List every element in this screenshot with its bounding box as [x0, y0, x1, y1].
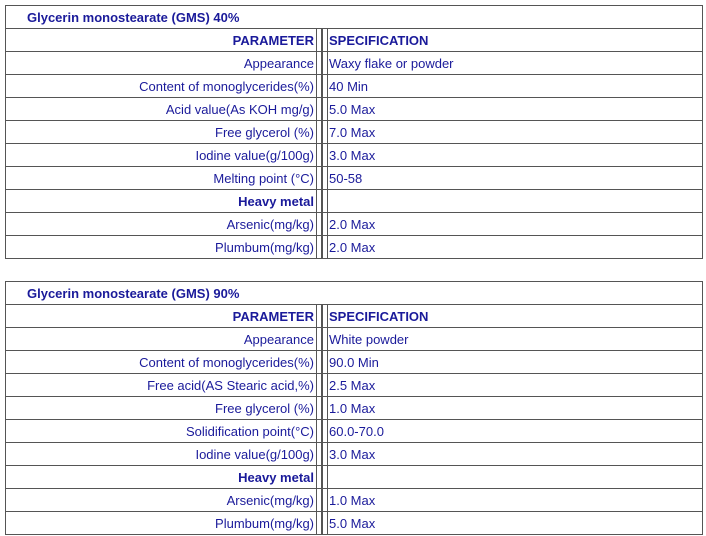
- table-row: [6, 120, 702, 143]
- specification-cell: White powder: [329, 331, 409, 347]
- table-row: [6, 511, 702, 534]
- parameter-cell: Iodine value(g/100g): [195, 147, 314, 163]
- parameter-cell: Content of monoglycerides(%): [139, 78, 314, 94]
- table-title: [6, 282, 702, 304]
- column-divider: [316, 397, 328, 419]
- column-divider: [316, 29, 328, 51]
- table-row: [6, 327, 702, 350]
- table-row: [6, 212, 702, 235]
- specification-cell: 50-58: [329, 170, 363, 186]
- column-divider: [316, 489, 328, 511]
- specification-cell: 2.5 Max: [329, 377, 376, 393]
- header-parameter: PARAMETER: [232, 308, 314, 324]
- parameter-cell: Free acid(AS Stearic acid,%): [147, 377, 314, 393]
- specification-cell: 2.0 Max: [329, 239, 376, 255]
- specification-cell: [328, 190, 702, 212]
- specification-cell: 1.0 Max: [329, 400, 376, 416]
- table-row: [6, 373, 702, 396]
- specification-cell: 90.0 Min: [329, 354, 379, 370]
- parameter-cell: Melting point (°C): [213, 170, 314, 186]
- specification-cell: 5.0 Max: [329, 515, 376, 531]
- table-row: [6, 419, 702, 442]
- column-divider: [316, 443, 328, 465]
- table-header-row: [6, 28, 702, 51]
- column-divider: [316, 420, 328, 442]
- parameter-cell: Plumbum(mg/kg): [215, 239, 314, 255]
- table-row: [6, 143, 702, 166]
- spec-table-gms-40: [5, 5, 703, 259]
- column-divider: [316, 144, 328, 166]
- column-divider: [316, 351, 328, 373]
- table-row: [6, 465, 702, 488]
- section-heading-cell: Heavy metal: [238, 193, 314, 209]
- column-divider: [316, 190, 328, 212]
- parameter-cell: Arsenic(mg/kg): [226, 216, 314, 232]
- column-divider: [316, 512, 328, 534]
- column-divider: [316, 75, 328, 97]
- specification-cell: 7.0 Max: [329, 124, 376, 140]
- column-divider: [316, 121, 328, 143]
- table-row: [6, 51, 702, 74]
- spec-table-gms-90: [5, 281, 703, 535]
- table-row: [6, 166, 702, 189]
- header-parameter: PARAMETER: [232, 32, 314, 48]
- column-divider: [316, 236, 328, 258]
- table-row: [6, 189, 702, 212]
- parameter-cell: Free glycerol (%): [215, 124, 314, 140]
- specification-cell: 1.0 Max: [329, 492, 376, 508]
- parameter-cell: Solidification point(°C): [185, 423, 314, 439]
- column-divider: [316, 213, 328, 235]
- table-row: [6, 74, 702, 97]
- parameter-cell: Plumbum(mg/kg): [215, 515, 314, 531]
- specification-cell: Waxy flake or powder: [329, 55, 454, 71]
- table-title-text: Glycerin monostearate (GMS) 90%: [27, 285, 240, 301]
- specification-cell: 40 Min: [329, 78, 369, 94]
- table-header-row: [6, 304, 702, 327]
- specification-cell: 3.0 Max: [329, 446, 376, 462]
- column-divider: [316, 466, 328, 488]
- parameter-cell: Appearance: [243, 331, 314, 347]
- parameter-cell: Acid value(As KOH mg/g): [165, 101, 314, 117]
- parameter-cell: Content of monoglycerides(%): [139, 354, 314, 370]
- parameter-cell: Appearance: [243, 55, 314, 71]
- column-divider: [316, 305, 328, 327]
- header-specification: SPECIFICATION: [329, 308, 429, 324]
- parameter-cell: Free glycerol (%): [215, 400, 314, 416]
- table-row: [6, 235, 702, 258]
- specification-cell: [328, 466, 702, 488]
- header-specification: SPECIFICATION: [329, 32, 429, 48]
- table-row: [6, 488, 702, 511]
- specification-cell: 3.0 Max: [329, 147, 376, 163]
- table-title: [6, 6, 702, 28]
- table-row: [6, 350, 702, 373]
- parameter-cell: Arsenic(mg/kg): [226, 492, 314, 508]
- column-divider: [316, 374, 328, 396]
- column-divider: [316, 328, 328, 350]
- specification-cell: 60.0-70.0: [329, 423, 384, 439]
- specification-cell: 5.0 Max: [329, 101, 376, 117]
- column-divider: [316, 167, 328, 189]
- table-row: [6, 97, 702, 120]
- section-heading-cell: Heavy metal: [238, 469, 314, 485]
- column-divider: [316, 98, 328, 120]
- parameter-cell: Iodine value(g/100g): [195, 446, 314, 462]
- table-title-text: Glycerin monostearate (GMS) 40%: [27, 9, 240, 25]
- table-row: [6, 442, 702, 465]
- specification-cell: 2.0 Max: [329, 216, 376, 232]
- column-divider: [316, 52, 328, 74]
- table-row: [6, 396, 702, 419]
